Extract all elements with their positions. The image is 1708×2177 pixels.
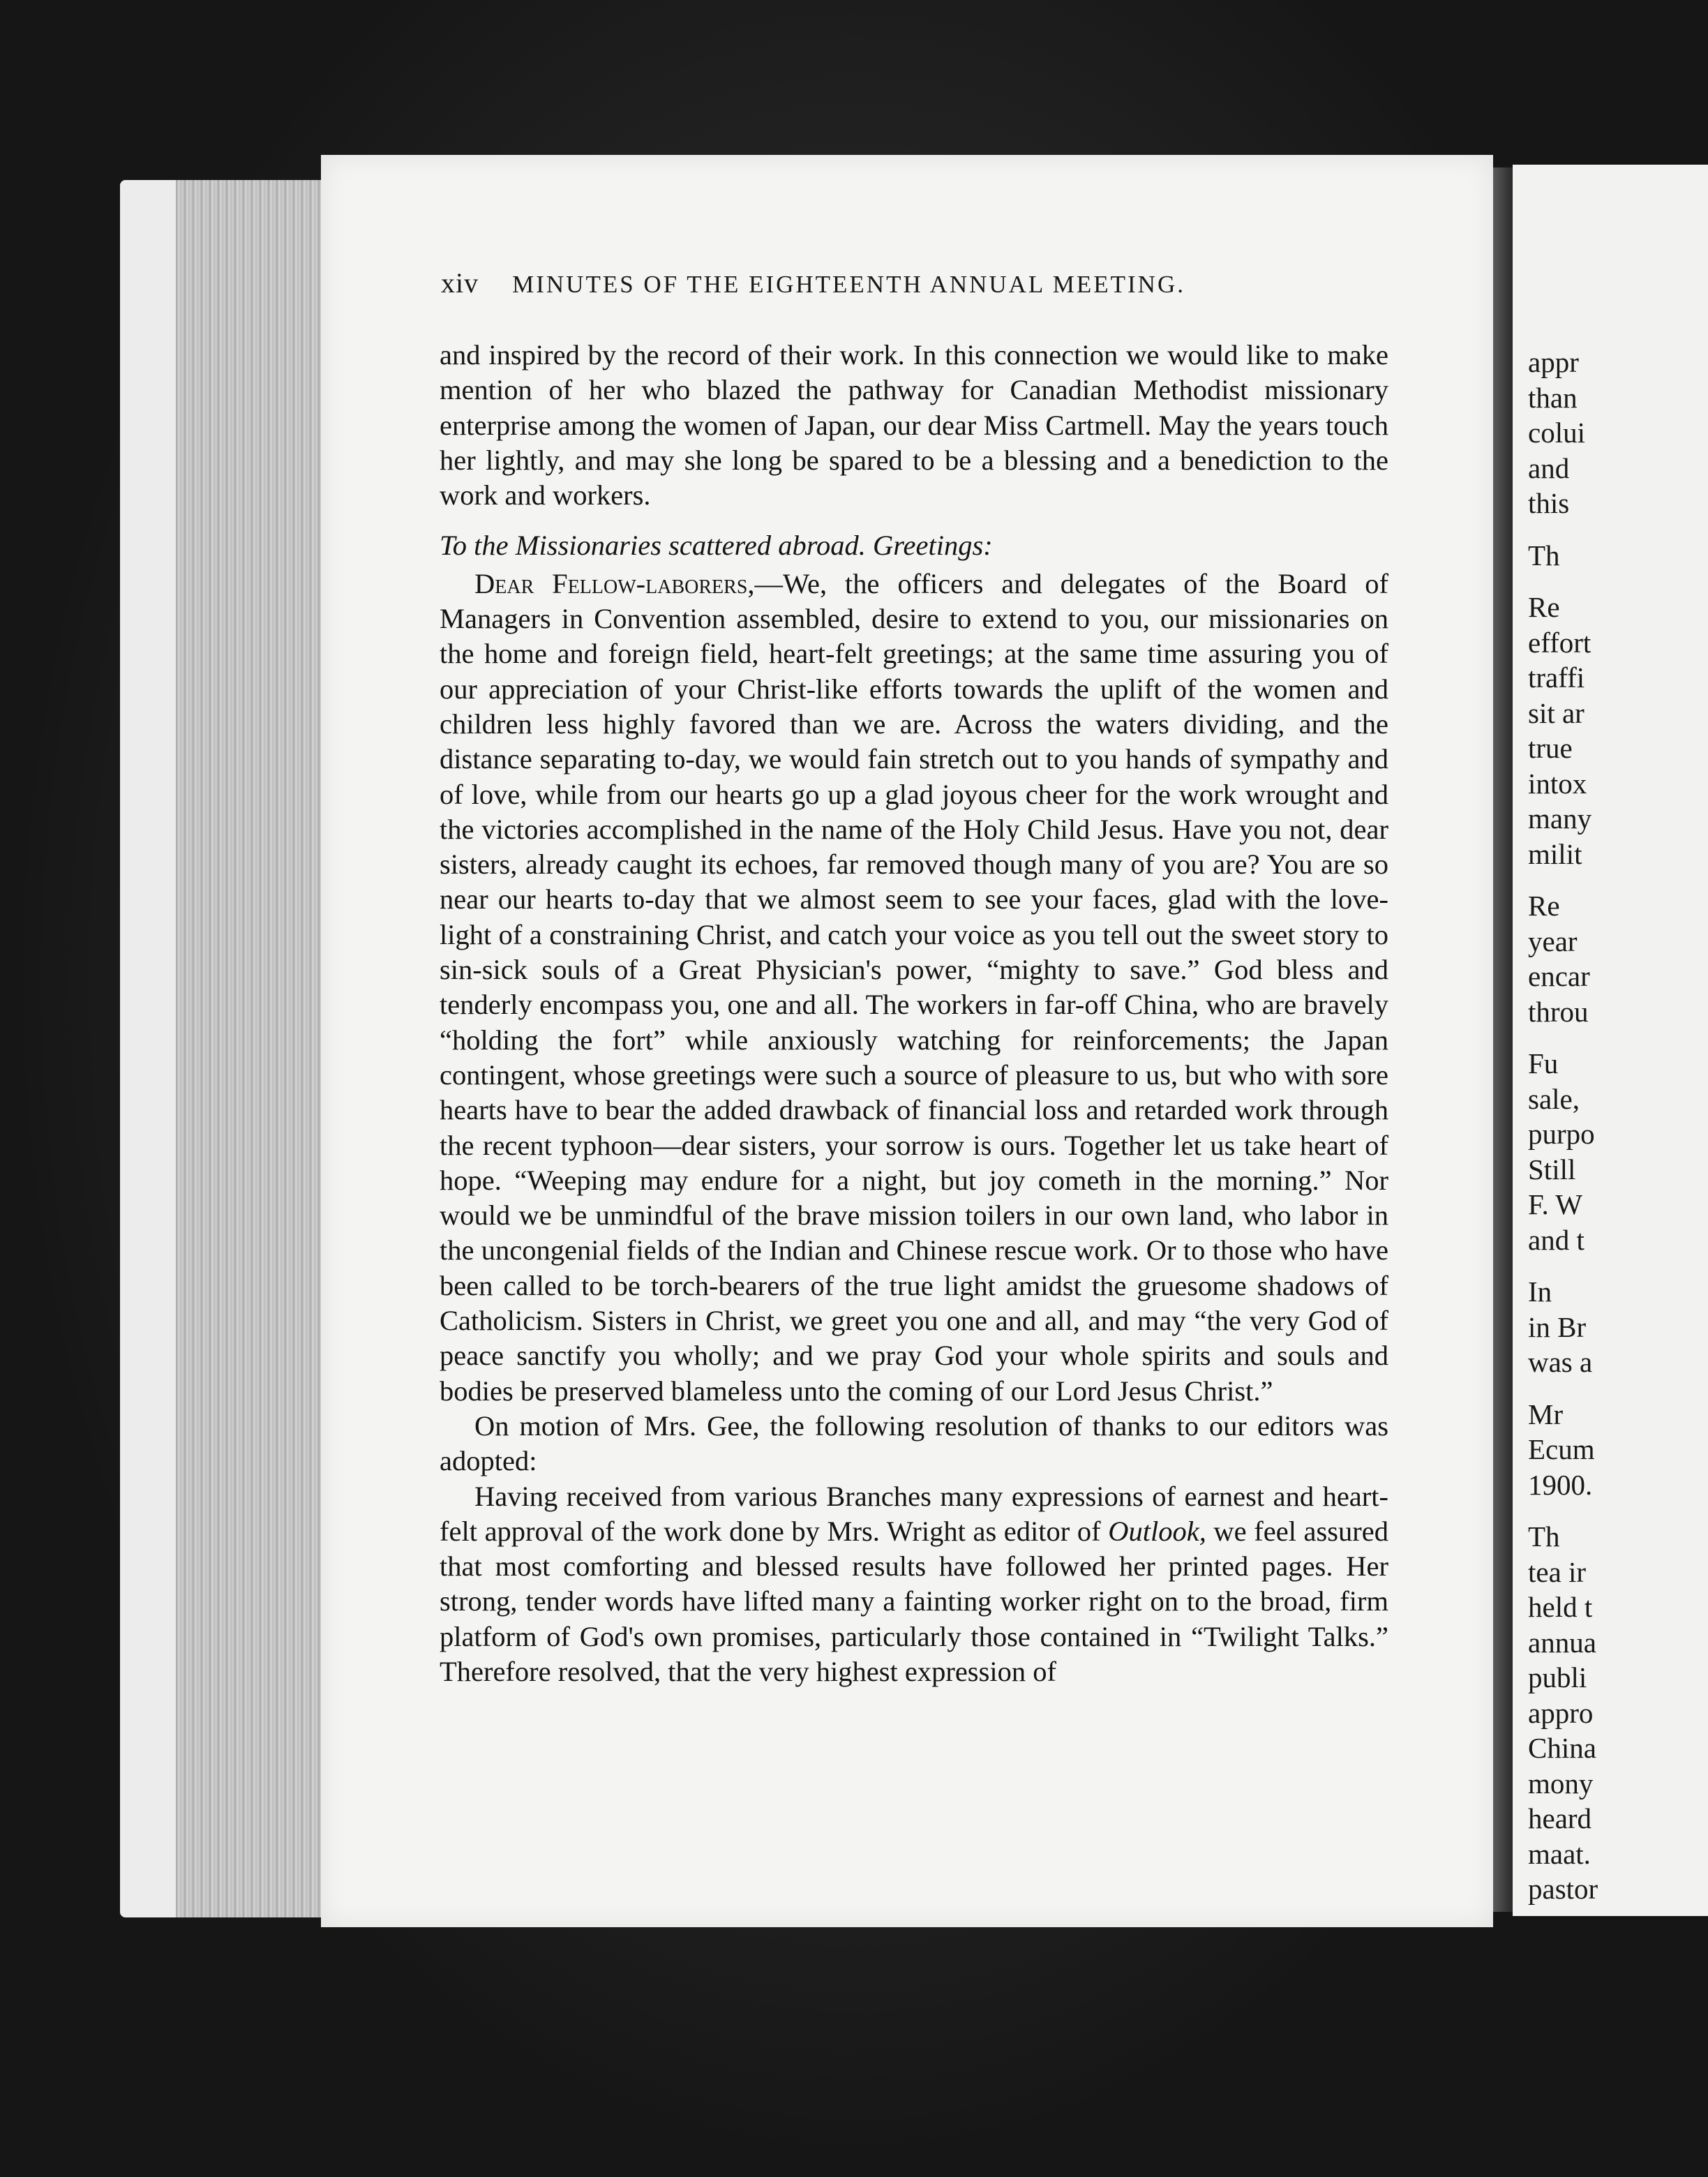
right-page-line: heard <box>1528 1802 1592 1834</box>
right-page-line: Th <box>1528 1520 1560 1553</box>
right-page-line: In <box>1528 1275 1552 1308</box>
right-page-line: purpo <box>1528 1118 1595 1150</box>
right-page-line: many <box>1528 802 1592 835</box>
right-page-line <box>1528 521 1708 538</box>
right-page-line: was a <box>1528 1346 1593 1378</box>
right-page-line: annua <box>1528 1626 1596 1659</box>
right-page-line: Re <box>1528 591 1560 623</box>
book-gutter <box>1493 167 1513 1912</box>
right-page-line: year <box>1528 925 1578 957</box>
right-page-line: throu <box>1528 995 1589 1028</box>
right-page-line: encar <box>1528 960 1590 992</box>
right-page-line: tea ir <box>1528 1555 1587 1588</box>
right-page-line: intox <box>1528 767 1587 800</box>
cover-edge <box>120 180 176 1917</box>
right-page-line: and t <box>1528 1223 1585 1256</box>
right-page-line <box>1528 1502 1708 1519</box>
right-page-line: appro <box>1528 1696 1594 1729</box>
outlook-title: Outlook, <box>1108 1515 1206 1547</box>
greetings-text: —We, the officers and delegates of the Board of Managers in Convention assembled, desire to extend to you, our missionaries on the home and foreign field, heart-felt greetings; at the same time assuring you of our appreciation of your Christ-like efforts towards the uplift of the women and children less highly favored than we are. Across the waters dividing, and the distance separating to-day, we would fain stretch out to you hands of sympathy and of love, while from our hearts go up a glad joyous cheer for the work wrought and the victories accomplished in the name of the Holy Child Jesus. Have you not, dear sisters, already caught its echoes, far removed though many of you are? You are so near our hearts to-day that we almost seem to see your faces, glad with the love-light of a constraining Christ, and catch your voice as you tell out the sweet story to sin-sick souls of a Great Physician's power, “mighty to save.” God bless and tenderly encompass you, one and all. The workers in far-off China, who are bravely “holding the fort” while anxiously watching for reinforcements; the Japan contingent, whose greetings were such a source of pleasure to us, but who with sore hearts have to bear the added drawback of financial loss and retarded work through the recent typhoon—dear sisters, your sorrow is ours. Together let us take heart of hope. “Weeping may endure for a night, but joy cometh in the morning.” Nor would we be unmindful of the brave mission toilers in our own land, who labor in the uncongenial fields of the Indian and Chinese rescue work. Or to those who have been called to be torch-bearers of the true light amidst the gruesome shadows of Catholicism. Sisters in Christ, we greet you one and all, and may “the very God of peace sanctify you wholly; and we pray God your whole spirits and souls and bodies be preserved blameless unto the coming of our Lord Jesus Christ.” <box>440 567 1389 1407</box>
right-page-line: this <box>1528 487 1570 519</box>
running-title: MINUTES OF THE EIGHTEENTH ANNUAL MEETING. <box>512 271 1185 298</box>
right-page-line: appr <box>1528 346 1579 378</box>
running-head <box>441 267 1285 299</box>
right-page-line: 1900. <box>1528 1468 1593 1501</box>
body-text <box>440 338 1388 1689</box>
paragraph-greetings <box>440 567 1388 1409</box>
right-page-line: colui <box>1528 417 1585 449</box>
right-page-line: Fu <box>1528 1047 1559 1079</box>
right-page-line: maat. <box>1528 1837 1591 1870</box>
right-page-line: pastor <box>1528 1873 1598 1905</box>
paragraph-motion: On motion of Mrs. Gee, the following resolution of thanks to our editors was adopted: <box>440 1409 1388 1477</box>
salutation: Dear Fellow-laborers, <box>474 567 755 599</box>
paragraph-cartmell: and inspired by the record of their work. In this connection we would like to make mention of her who blazed the pathway for Canadian Methodist missionary enterprise among the women of Japan, our dear Miss Cartmell. May the years touch her lightly, and may she long be spared to be a blessing and a benediction to the work and workers. <box>440 339 1388 511</box>
right-page-line <box>1528 871 1708 888</box>
right-page-line: publi <box>1528 1661 1587 1693</box>
right-page-line: F. W <box>1528 1188 1582 1220</box>
right-page-line: sale, <box>1528 1082 1580 1115</box>
right-page-line: Ecum <box>1528 1433 1595 1465</box>
greeting-heading: To the Missionaries scattered abroad. Greetings: <box>440 530 993 562</box>
right-page-line: Mr <box>1528 1398 1564 1430</box>
right-page-line: Th <box>1528 539 1560 571</box>
right-page-line: mony <box>1528 1767 1594 1800</box>
right-page-line: Re <box>1528 890 1560 922</box>
right-page-line: true <box>1528 732 1573 764</box>
right-page-line: sit ar <box>1528 696 1585 729</box>
right-page-line: in Br <box>1528 1310 1587 1343</box>
right-page-line <box>1528 1380 1708 1397</box>
right-page-line <box>1528 1029 1708 1046</box>
right-page-line: than <box>1528 381 1578 414</box>
right-page-line <box>1528 1257 1708 1274</box>
resolution-text-start: Having received from various Branches many expressions of earnest and heart-felt approval of the work done by Mrs. Wright as editor of <box>440 1480 1388 1547</box>
right-page-line: China <box>1528 1732 1596 1764</box>
right-page-line: and <box>1528 451 1570 484</box>
resolution-text-end: we feel assured that most comforting and blessed results have followed her printed pages. Her strong, tender words have lifted many a fainting worker right on to the broad, firm platform of God's own promises, particularly those contained in “Twilight Talks.” Therefore resolved, that the very highest expression of <box>440 1515 1388 1687</box>
right-page-line: Still <box>1528 1153 1576 1185</box>
right-page-line: traffi <box>1528 661 1585 694</box>
right-page-line: milit <box>1528 837 1582 870</box>
page-number: xiv <box>441 267 479 299</box>
right-page-line: held t <box>1528 1591 1593 1623</box>
right-page-line: effort <box>1528 626 1591 659</box>
right-page-text <box>1528 345 1708 1907</box>
right-page-line <box>1528 573 1708 590</box>
paragraph-resolution <box>440 1479 1388 1690</box>
